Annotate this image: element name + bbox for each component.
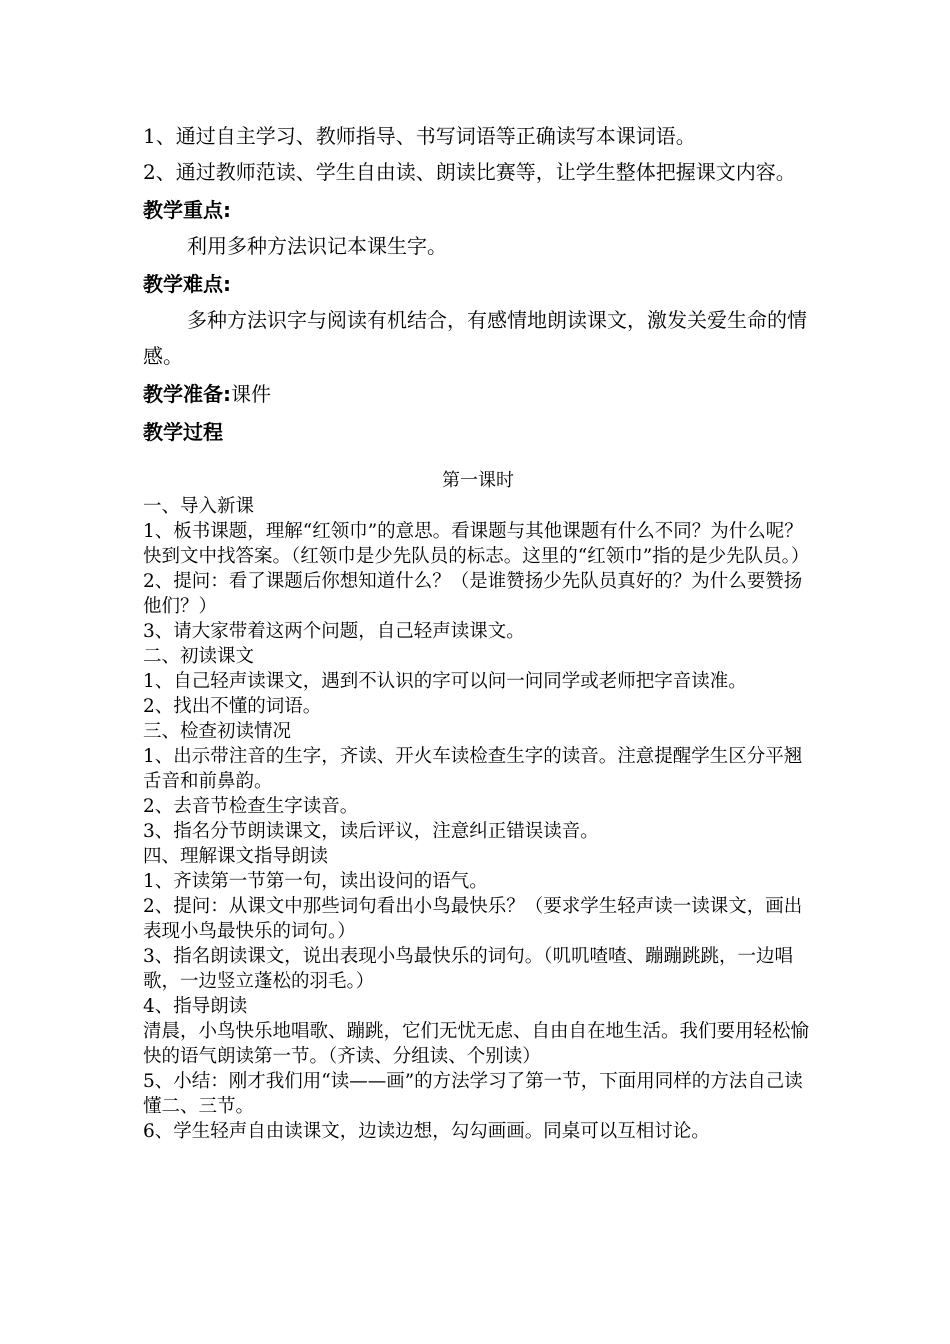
process-line: 6、学生轻声自由读课文，边读边想，勾勾画画。同桌可以互相讨论。 bbox=[143, 1121, 710, 1142]
process-heading: 教学过程 bbox=[143, 420, 223, 444]
objective-1: 1、通过自主学习、教师指导、书写词语等正确读写本课词语。 bbox=[143, 124, 696, 148]
process-line: 一、导入新课 bbox=[143, 496, 255, 517]
process-line: 1、齐读第一节第一句，读出设问的语气。 bbox=[143, 871, 488, 892]
difficulty-heading: 教学难点: bbox=[143, 272, 231, 296]
process-line: 2、找出不懂的词语。 bbox=[143, 696, 322, 717]
document-page bbox=[143, 118, 813, 1144]
process-line: 1、出示带注音的生字，齐读、开火车读检查生字的读音。注意提醒学生区分平翘舌音和前鼻韵。 bbox=[143, 746, 803, 792]
difficulty-text: 多种方法识字与阅读有机结合，有感情地朗读课文，激发关爱生命的情感。 bbox=[143, 308, 807, 368]
preparation-value: 课件 bbox=[231, 382, 271, 406]
process-line: 2、去音节检查生字读音。 bbox=[143, 796, 359, 817]
process-line: 三、检查初读情况 bbox=[143, 721, 292, 742]
process-line: 4、指导朗读 bbox=[143, 996, 248, 1017]
process-line: 2、提问：从课文中那些词句看出小鸟最快乐？（要求学生轻声读一读课文，画出表现小鸟最快乐的词句。） bbox=[143, 896, 803, 942]
process-line: 四、理解课文指导朗读 bbox=[143, 846, 329, 867]
objectives-section bbox=[143, 118, 813, 450]
process-line: 3、指名朗读课文，说出表现小鸟最快乐的词句。（叽叽喳喳、蹦蹦跳跳，一边唱歌，一边竖立蓬松的羽毛。） bbox=[143, 946, 794, 992]
lesson-title: 第一课时 bbox=[442, 470, 514, 491]
objective-2: 2、通过教师范读、学生自由读、朗读比赛等，让学生整体把握课文内容。 bbox=[143, 160, 796, 184]
preparation-line bbox=[143, 376, 813, 412]
process-line: 3、指名分节朗读课文，读后评议，注意纠正错误读音。 bbox=[143, 821, 599, 842]
key-point-text: 利用多种方法识记本课生字。 bbox=[187, 234, 447, 258]
process-line: 二、初读课文 bbox=[143, 646, 255, 667]
process-line: 1、自己轻声读课文，遇到不认识的字可以问一问同学或老师把字音读准。 bbox=[143, 671, 747, 692]
process-line: 5、小结：刚才我们用“读——画”的方法学习了第一节，下面用同样的方法自己读懂二、三节。 bbox=[143, 1071, 803, 1117]
process-line: 清晨，小鸟快乐地唱歌、蹦跳，它们无忧无虑、自由自在地生活。我们要用轻松愉快的语气朗读第一节。（齐读、分组读、个别读） bbox=[143, 1021, 810, 1067]
process-line: 3、请大家带着这两个问题，自己轻声读课文。 bbox=[143, 621, 525, 642]
process-line: 2、提问：看了课题后你想知道什么？（是谁赞扬少先队员真好的？为什么要赞扬他们？） bbox=[143, 571, 803, 617]
process-line: 1、板书课题，理解“红领巾”的意思。看课题与其他课题有什么不同？为什么呢？快到文中找答案。（红领巾是少先队员的标志。这里的“红领巾”指的是少先队员。） bbox=[143, 521, 810, 567]
process-section bbox=[143, 494, 813, 1144]
preparation-label: 教学准备: bbox=[143, 382, 231, 406]
key-point-heading: 教学重点: bbox=[143, 198, 231, 222]
